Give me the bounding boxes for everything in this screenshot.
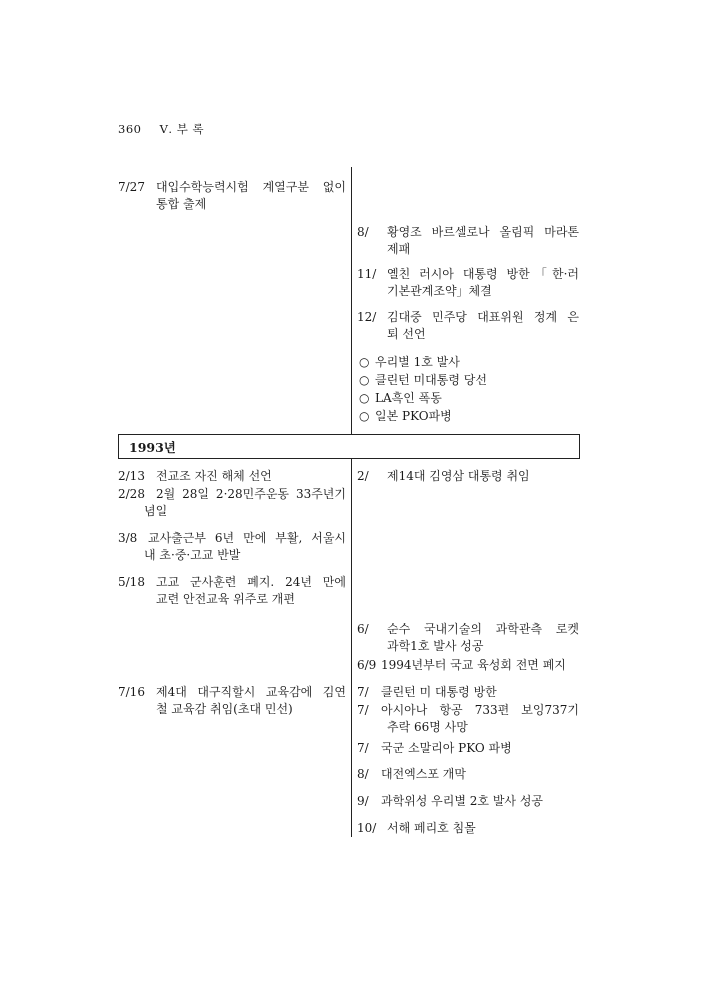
timeline-entry bbox=[357, 793, 579, 810]
section-title: Ⅴ. 부 록 bbox=[159, 122, 205, 136]
entry-date: 2/28 bbox=[118, 487, 145, 501]
entry-text: 교사출근부 6년 만에 부활, 서울시 bbox=[148, 531, 346, 545]
timeline-entry bbox=[118, 684, 346, 718]
timeline-entry bbox=[118, 574, 346, 608]
bullet-item bbox=[359, 408, 579, 425]
column-divider-bottom bbox=[351, 459, 352, 837]
entry-date: 7/27 bbox=[118, 180, 145, 194]
entry-text-cont: 철 교육감 취임(초대 민선) bbox=[156, 702, 293, 716]
entry-date: 7/ bbox=[357, 703, 369, 717]
entry-text: 과학위성 우리별 2호 발사 성공 bbox=[381, 794, 543, 808]
entry-text: 전교조 자진 해체 선언 bbox=[156, 469, 272, 483]
entry-date: 8/ bbox=[357, 767, 369, 781]
year-header bbox=[118, 434, 580, 459]
entry-text-cont: 퇴 선언 bbox=[387, 327, 426, 341]
entry-text-cont: 념일 bbox=[144, 504, 168, 518]
entry-text: 옐친 러시아 대통령 방한「한·러 bbox=[387, 267, 579, 281]
entry-text: 국군 소말리아 PKO 파병 bbox=[381, 741, 512, 755]
entry-date: 7/ bbox=[357, 685, 369, 699]
entry-date: 9/ bbox=[357, 794, 369, 808]
entry-text-cont: 교련 안전교육 위주로 개편 bbox=[156, 592, 295, 606]
timeline-entry bbox=[357, 266, 579, 300]
entry-text: 아시아나 항공 733편 보잉737기 bbox=[381, 703, 579, 717]
timeline-entry bbox=[357, 740, 579, 757]
bullet-mark: ○ bbox=[359, 391, 370, 405]
bullet-item bbox=[359, 390, 579, 407]
entry-date: 2/ bbox=[357, 469, 369, 483]
bullet-text: 일본 PKO파병 bbox=[375, 409, 452, 423]
entry-text: 김대중 민주당 대표위원 정계 은 bbox=[387, 310, 579, 324]
timeline-entry bbox=[118, 486, 346, 520]
entry-date: 12/ bbox=[357, 310, 377, 324]
entry-text: 고교 군사훈련 폐지. 24년 만에 bbox=[156, 575, 346, 589]
entry-text: 제14대 김영삼 대통령 취임 bbox=[387, 469, 530, 483]
entry-date: 11/ bbox=[357, 267, 377, 281]
entry-date: 2/13 bbox=[118, 469, 145, 483]
timeline-entry bbox=[357, 820, 579, 837]
entry-date: 8/ bbox=[357, 225, 369, 239]
entry-text: 제4대 대구직할시 교육감에 김연 bbox=[156, 685, 346, 699]
entry-date: 5/18 bbox=[118, 575, 145, 589]
timeline-entry bbox=[118, 179, 346, 213]
entry-text: 대입수학능력시험 계열구분 없이 bbox=[156, 180, 346, 194]
year-label: 1993년 bbox=[129, 440, 176, 455]
timeline-entry bbox=[357, 702, 579, 736]
timeline-entry bbox=[357, 224, 579, 258]
column-divider-top bbox=[351, 167, 352, 434]
entry-date: 7/ bbox=[357, 741, 369, 755]
entry-text: 황영조 바르셀로나 올림픽 마라톤 bbox=[387, 225, 579, 239]
bullet-mark: ○ bbox=[359, 409, 370, 423]
timeline-entry bbox=[118, 530, 346, 564]
entry-text-cont: 기본관계조약」체결 bbox=[387, 284, 492, 298]
timeline-entry bbox=[357, 684, 579, 701]
bullet-item bbox=[359, 354, 579, 371]
entry-text-cont: 과학1호 발사 성공 bbox=[387, 639, 484, 653]
entry-date: 10/ bbox=[357, 821, 377, 835]
bullet-text: 우리별 1호 발사 bbox=[375, 355, 460, 369]
timeline-entry bbox=[357, 766, 579, 783]
bullet-item bbox=[359, 372, 579, 389]
bullet-mark: ○ bbox=[359, 373, 370, 387]
entry-text-cont: 추락 66명 사망 bbox=[387, 720, 468, 734]
page-header bbox=[118, 121, 204, 138]
timeline-entry bbox=[118, 468, 346, 485]
entry-text-cont: 내 초·중·고교 반발 bbox=[144, 548, 241, 562]
entry-date: 7/16 bbox=[118, 685, 145, 699]
entry-text: 서해 페리호 침몰 bbox=[387, 821, 476, 835]
bullet-text: LA흑인 폭동 bbox=[375, 391, 442, 405]
entry-date: 6/ bbox=[357, 622, 369, 636]
entry-date: 3/8 bbox=[118, 531, 138, 545]
page-number: 360 bbox=[118, 122, 142, 136]
entry-text-cont: 제패 bbox=[387, 242, 411, 256]
timeline-entry bbox=[357, 309, 579, 343]
timeline-entry bbox=[357, 621, 579, 655]
entry-text: 2월 28일 2·28민주운동 33주년기 bbox=[156, 487, 346, 501]
timeline-entry bbox=[357, 468, 579, 485]
entry-text-cont: 통합 출제 bbox=[156, 197, 207, 211]
bullet-mark: ○ bbox=[359, 355, 370, 369]
entry-text: 1994년부터 국교 육성회 전면 폐지 bbox=[381, 658, 566, 672]
entry-text: 클린턴 미 대통령 방한 bbox=[381, 685, 497, 699]
entry-date: 6/9 bbox=[357, 658, 377, 672]
entry-text: 순수 국내기술의 과학관측 로켓 bbox=[387, 622, 579, 636]
bullet-text: 클린턴 미대통령 당선 bbox=[375, 373, 487, 387]
entry-text: 대전엑스포 개막 bbox=[381, 767, 466, 781]
timeline-entry bbox=[357, 657, 579, 674]
